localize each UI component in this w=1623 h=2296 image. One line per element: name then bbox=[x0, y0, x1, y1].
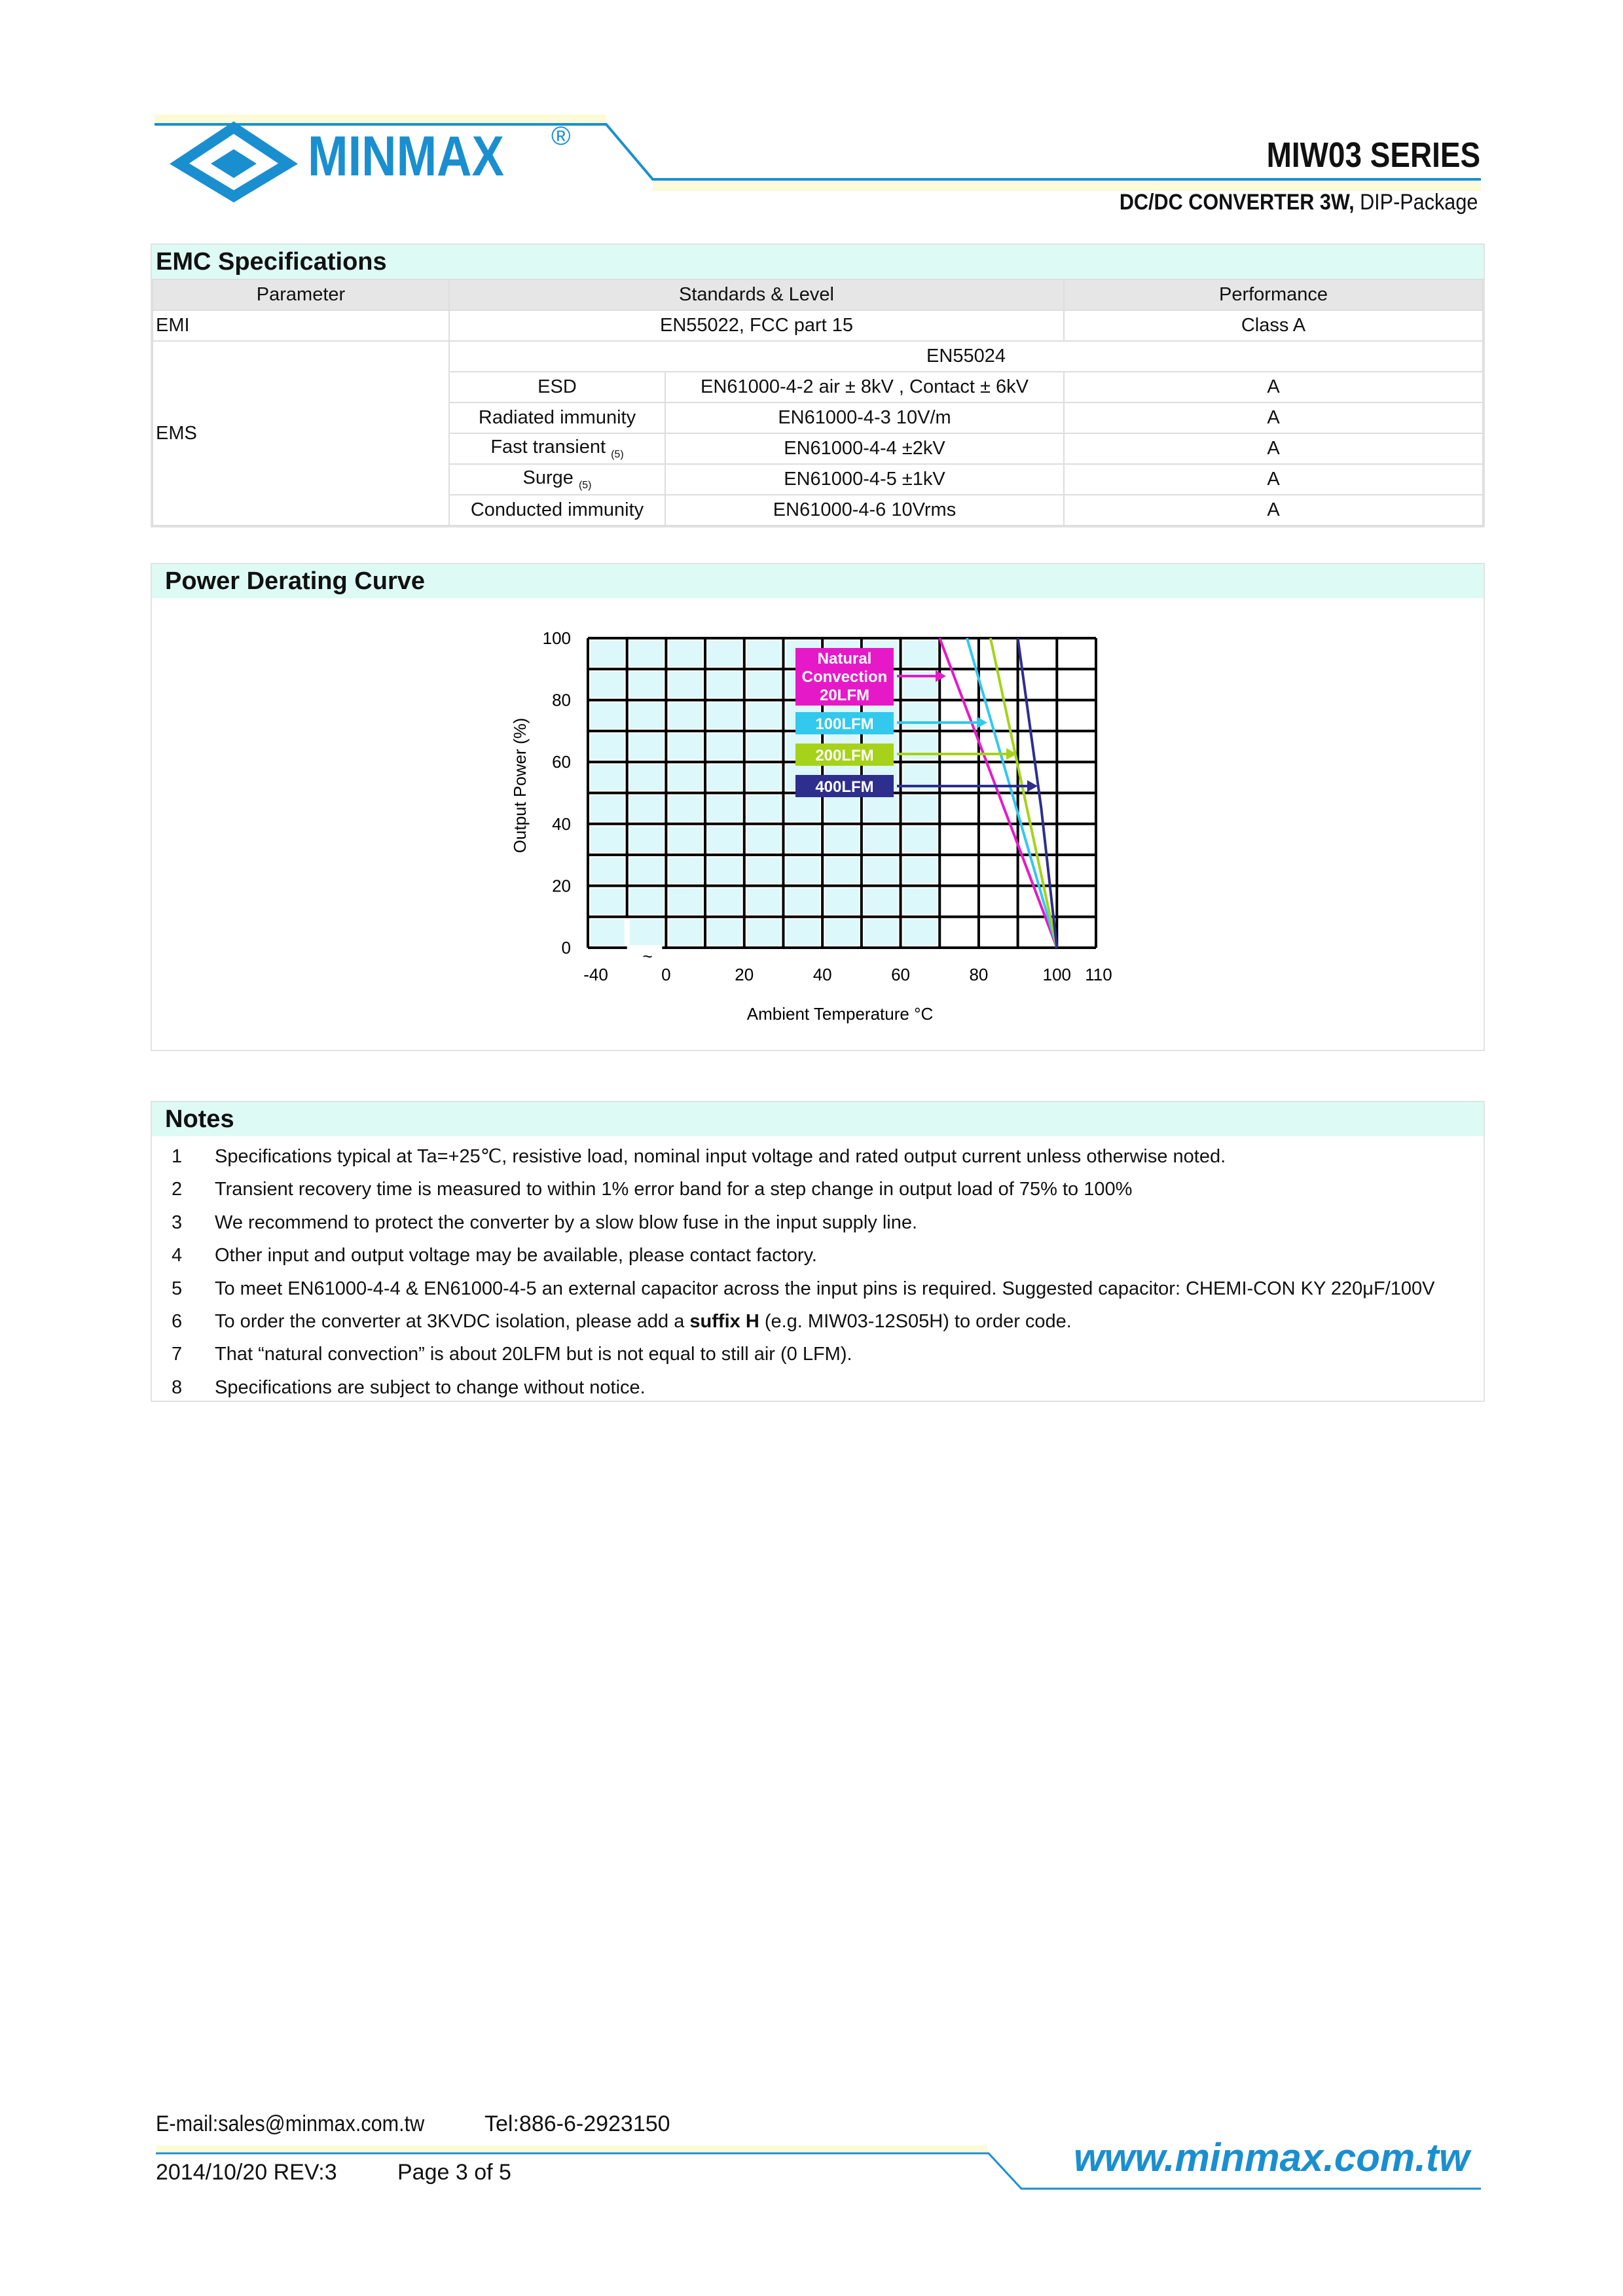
grid-cell bbox=[708, 796, 742, 821]
note-number: 1 bbox=[172, 1146, 183, 1167]
ems-standard: EN61000-4-3 10V/m bbox=[665, 403, 1064, 433]
x-tick-label: 110 bbox=[1085, 965, 1112, 984]
grid-cell bbox=[591, 641, 625, 666]
x-tick-label: 60 bbox=[891, 965, 910, 984]
grid-cell bbox=[668, 672, 702, 697]
grid-cell bbox=[630, 920, 664, 945]
note-text: To order the converter at 3KVDC isolation, please add a suffix H (e.g. MIW03-12S05H) to order code. bbox=[215, 1311, 1072, 1332]
x-tick-label: 100 bbox=[1042, 965, 1072, 984]
ems-performance: A bbox=[1064, 433, 1483, 464]
grid-cell bbox=[825, 888, 859, 914]
footer-email[interactable]: E-mail:sales@minmax.com.tw bbox=[156, 2111, 425, 2136]
note-number: 3 bbox=[172, 1211, 183, 1233]
grid-cell bbox=[630, 888, 664, 914]
legend-label: 20LFM bbox=[819, 687, 870, 704]
x-tick-label: 80 bbox=[969, 965, 989, 984]
legend-label: Convection bbox=[801, 668, 888, 686]
grid-cell bbox=[668, 888, 702, 914]
grid-cell bbox=[864, 920, 898, 945]
grid-cell bbox=[981, 857, 1015, 883]
note-text: Specifications are subject to change without notice. bbox=[215, 1376, 646, 1398]
subtitle-rest: DIP-Package bbox=[1354, 190, 1478, 215]
grid-cell bbox=[1059, 857, 1093, 883]
grid-cell bbox=[942, 827, 976, 852]
legend-label: 400LFM bbox=[815, 778, 874, 796]
grid-cell bbox=[1021, 641, 1055, 666]
x-tick-label: -40 bbox=[583, 965, 608, 984]
grid-cell bbox=[668, 796, 702, 821]
subtitle-bold: DC/DC CONVERTER 3W, bbox=[1119, 190, 1355, 215]
ems-item-label: Conducted immunity bbox=[470, 499, 644, 520]
y-tick-label: 100 bbox=[542, 628, 571, 648]
y-tick-label: 40 bbox=[552, 814, 571, 834]
grid-cell bbox=[591, 734, 625, 759]
footer-tel: Tel:886-6-2923150 bbox=[484, 2111, 670, 2136]
grid-cell bbox=[864, 827, 898, 852]
note-number: 4 bbox=[172, 1245, 183, 1266]
grid-cell bbox=[1059, 764, 1093, 790]
grid-cell bbox=[825, 796, 859, 821]
grid-cell bbox=[981, 888, 1015, 914]
grid-cell bbox=[668, 764, 702, 790]
grid-cell bbox=[708, 703, 742, 728]
note-number: 2 bbox=[172, 1179, 183, 1200]
note-text: To meet EN61000-4-4 & EN61000-4-5 an external capacitor across the input pins is required. Suggested capacitor: CHEMI-CON KY 220μF/100V bbox=[215, 1278, 1435, 1299]
ems-standard: EN61000-4-6 10Vrms bbox=[665, 495, 1064, 526]
grid-cell bbox=[1059, 672, 1093, 697]
notes-section bbox=[151, 1101, 1485, 1402]
y-tick-label: 60 bbox=[552, 752, 571, 772]
ems-performance: A bbox=[1064, 495, 1483, 526]
note-text: That “natural convection” is about 20LFM but is not equal to still air (0 LFM). bbox=[215, 1344, 852, 1365]
note-text: We recommend to protect the converter by a slow blow fuse in the input supply line. bbox=[215, 1211, 918, 1233]
y-axis-label: Output Power (%) bbox=[510, 717, 530, 853]
grid-cell bbox=[630, 857, 664, 883]
grid-cell bbox=[903, 641, 938, 666]
grid-cell bbox=[864, 888, 898, 914]
grid-cell bbox=[747, 764, 781, 790]
legend-label: 200LFM bbox=[815, 747, 874, 764]
ems-performance: A bbox=[1064, 464, 1483, 495]
ems-item-label: ESD bbox=[538, 376, 577, 397]
grid-cell bbox=[591, 827, 625, 852]
y-tick-label: 20 bbox=[552, 876, 571, 896]
note-text: Other input and output voltage may be available, please contact factory. bbox=[215, 1245, 817, 1266]
grid-cell bbox=[747, 888, 781, 914]
emi-standard: EN55022, FCC part 15 bbox=[449, 310, 1064, 341]
note-text: Specifications typical at Ta=+25℃, resistive load, nominal input voltage and rated output current unless otherwise noted. bbox=[215, 1146, 1226, 1167]
grid-cell bbox=[591, 920, 625, 945]
grid-cell bbox=[1059, 920, 1093, 945]
grid-cell bbox=[942, 920, 976, 945]
emi-param: EMI bbox=[153, 310, 449, 341]
ems-group-standard: EN55024 bbox=[449, 341, 1483, 372]
notes-title: Notes bbox=[152, 1102, 1484, 1136]
x-tick-label: 40 bbox=[812, 965, 832, 984]
grid-cell bbox=[630, 796, 664, 821]
note-number: 7 bbox=[172, 1344, 183, 1365]
grid-cell bbox=[1021, 703, 1055, 728]
col-standards: Standards & Level bbox=[449, 279, 1064, 310]
grid-cell bbox=[630, 703, 664, 728]
grid-cell bbox=[668, 920, 702, 945]
ems-item-label: Radiated immunity bbox=[478, 407, 636, 428]
grid-cell bbox=[630, 672, 664, 697]
grid-cell bbox=[591, 857, 625, 883]
col-performance: Performance bbox=[1064, 279, 1483, 310]
grid-cell bbox=[786, 920, 820, 945]
grid-cell bbox=[1021, 734, 1055, 759]
grid-cell bbox=[942, 672, 976, 697]
grid-cell bbox=[825, 857, 859, 883]
grid-cell bbox=[708, 672, 742, 697]
grid-cell bbox=[1059, 703, 1093, 728]
grid-cell bbox=[825, 827, 859, 852]
grid-cell bbox=[864, 796, 898, 821]
grid-cell bbox=[825, 920, 859, 945]
grid-cell bbox=[942, 857, 976, 883]
note-number: 5 bbox=[172, 1278, 183, 1299]
ems-param: EMS bbox=[153, 341, 449, 526]
grid-cell bbox=[747, 672, 781, 697]
ems-item-label: Fast transient bbox=[490, 437, 606, 458]
derating-title: Power Derating Curve bbox=[152, 564, 1484, 598]
grid-cell bbox=[747, 796, 781, 821]
legend-label: Natural bbox=[817, 650, 872, 668]
grid-cell bbox=[591, 703, 625, 728]
grid-cell bbox=[747, 641, 781, 666]
grid-cell bbox=[591, 764, 625, 790]
note-number: 6 bbox=[172, 1311, 183, 1332]
grid-cell bbox=[708, 888, 742, 914]
series-title: MIW03 SERIES bbox=[1266, 135, 1480, 175]
grid-cell bbox=[668, 734, 702, 759]
grid-cell bbox=[668, 827, 702, 852]
ems-standard: EN61000-4-5 ±1kV bbox=[665, 464, 1064, 495]
y-tick-label: 0 bbox=[561, 938, 571, 958]
grid-cell bbox=[1059, 888, 1093, 914]
grid-cell bbox=[981, 827, 1015, 852]
grid-cell bbox=[591, 888, 625, 914]
grid-cell bbox=[708, 857, 742, 883]
grid-cell bbox=[786, 796, 820, 821]
note-bold-text: suffix H bbox=[689, 1311, 759, 1332]
grid-cell bbox=[668, 641, 702, 666]
ems-performance: A bbox=[1064, 372, 1483, 403]
footnote-ref: (5) bbox=[578, 479, 592, 491]
grid-cell bbox=[903, 734, 938, 759]
grid-cell bbox=[668, 857, 702, 883]
grid-cell bbox=[1059, 796, 1093, 821]
grid-cell bbox=[708, 920, 742, 945]
ems-item-label: Surge bbox=[522, 467, 574, 489]
registered-mark: ® bbox=[551, 122, 571, 151]
note-text: Transient recovery time is measured to within 1% error band for a step change in output load of 75% to 100% bbox=[215, 1179, 1133, 1200]
grid-cell bbox=[786, 888, 820, 914]
legend-label: 100LFM bbox=[815, 715, 874, 733]
col-parameter: Parameter bbox=[153, 279, 449, 310]
grid-cell bbox=[942, 888, 976, 914]
emi-performance: Class A bbox=[1064, 310, 1483, 341]
grid-cell bbox=[786, 857, 820, 883]
note-number: 8 bbox=[172, 1376, 183, 1398]
grid-cell bbox=[668, 703, 702, 728]
footer-page: Page 3 of 5 bbox=[397, 2160, 511, 2185]
grid-cell bbox=[591, 672, 625, 697]
grid-cell bbox=[903, 888, 938, 914]
grid-cell bbox=[981, 641, 1015, 666]
footer-date-rev: 2014/10/20 REV:3 bbox=[156, 2160, 337, 2185]
grid-cell bbox=[1059, 734, 1093, 759]
grid-cell bbox=[903, 857, 938, 883]
y-tick-label: 80 bbox=[552, 690, 571, 710]
grid-cell bbox=[708, 764, 742, 790]
x-axis-label: Ambient Temperature °C bbox=[746, 1004, 934, 1024]
axis-break-mark: ~ bbox=[642, 946, 653, 966]
grid-cell bbox=[708, 827, 742, 852]
grid-cell bbox=[747, 857, 781, 883]
grid-cell bbox=[630, 764, 664, 790]
derating-chart bbox=[0, 0, 1623, 1047]
grid-cell bbox=[903, 920, 938, 945]
grid-cell bbox=[1059, 641, 1093, 666]
grid-cell bbox=[591, 796, 625, 821]
grid-cell bbox=[864, 857, 898, 883]
grid-cell bbox=[708, 641, 742, 666]
grid-cell bbox=[630, 827, 664, 852]
website-link[interactable]: www.minmax.com.tw bbox=[1074, 2136, 1470, 2179]
ems-standard: EN61000-4-2 air ± 8kV , Contact ± 6kV bbox=[665, 372, 1064, 403]
ems-performance: A bbox=[1064, 403, 1483, 433]
grid-cell bbox=[708, 734, 742, 759]
grid-cell bbox=[1059, 827, 1093, 852]
grid-cell bbox=[942, 734, 976, 759]
footnote-ref: (5) bbox=[611, 448, 624, 460]
grid-cell bbox=[786, 827, 820, 852]
x-tick-label: 0 bbox=[661, 965, 671, 984]
emc-title: EMC Specifications bbox=[152, 245, 1484, 279]
x-tick-label: 20 bbox=[735, 965, 754, 984]
grid-cell bbox=[747, 827, 781, 852]
grid-cell bbox=[981, 920, 1015, 945]
grid-cell bbox=[747, 920, 781, 945]
ems-standard: EN61000-4-4 ±2kV bbox=[665, 433, 1064, 464]
grid-cell bbox=[630, 641, 664, 666]
grid-cell bbox=[942, 796, 976, 821]
grid-cell bbox=[981, 796, 1015, 821]
grid-cell bbox=[903, 703, 938, 728]
grid-cell bbox=[747, 703, 781, 728]
grid-cell bbox=[903, 827, 938, 852]
grid-cell bbox=[903, 796, 938, 821]
brand-logo: MINMAX bbox=[308, 125, 504, 188]
grid-cell bbox=[630, 734, 664, 759]
grid-cell bbox=[747, 734, 781, 759]
